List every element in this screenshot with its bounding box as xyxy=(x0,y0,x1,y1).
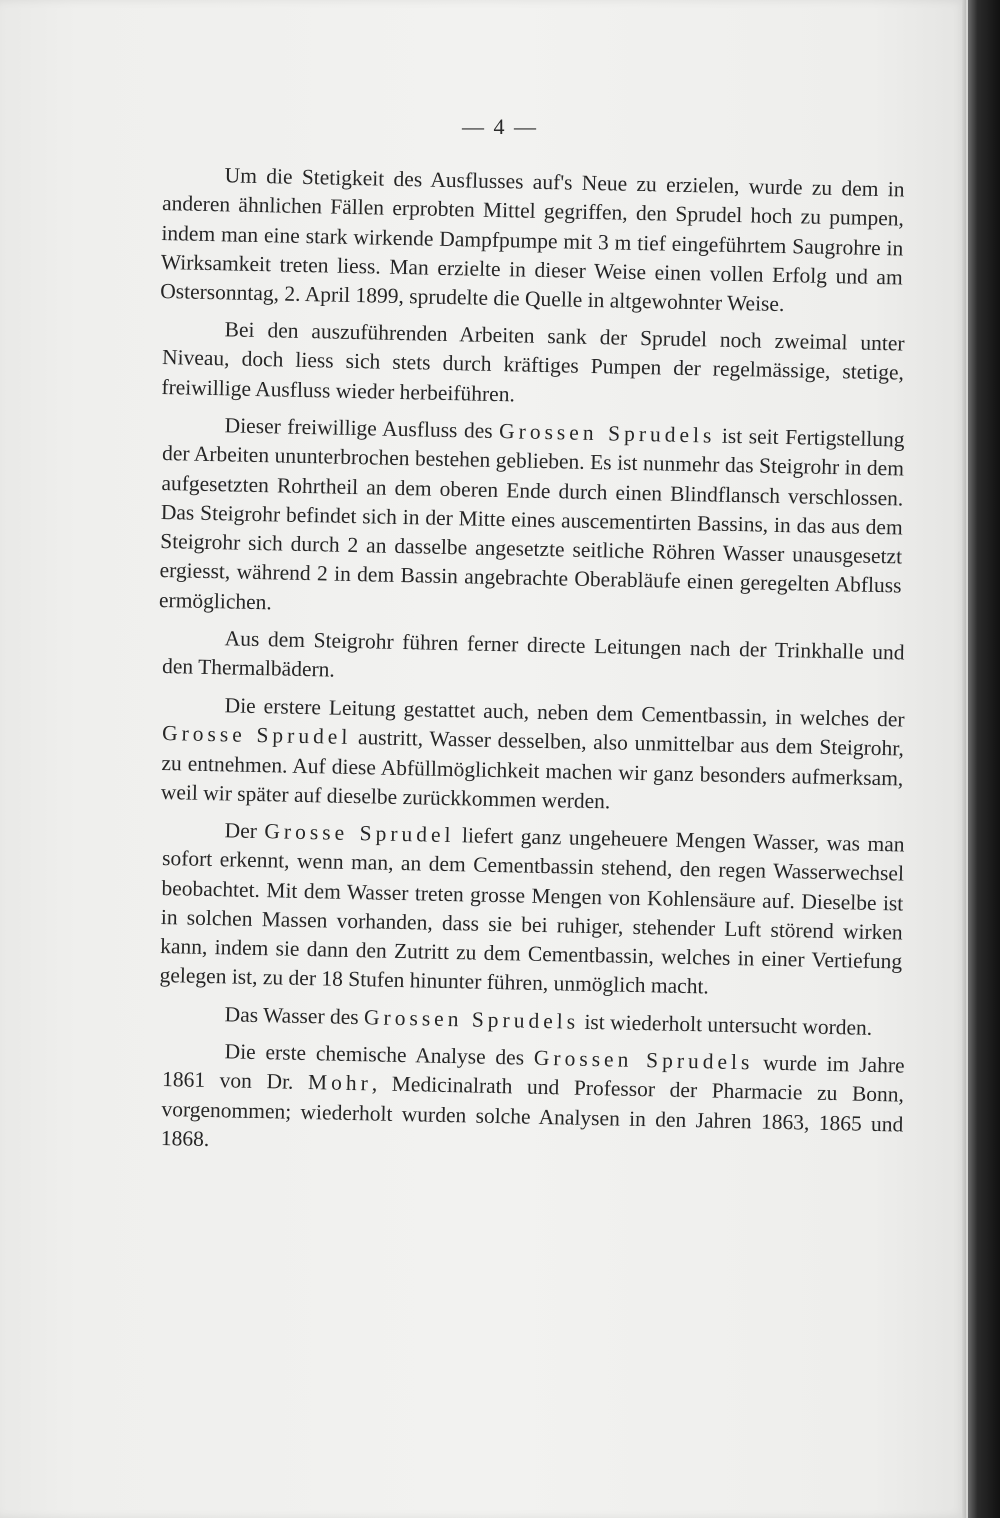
paragraph-4: Aus dem Steigrohr führen ferner directe Leitungen nach der Trinkhalle und den Thermalbädern. xyxy=(161,626,905,683)
paragraph-2: Bei den auszuführenden Arbeiten sank der Sprudel noch zweimal unter Niveau, doch liess sich stets durch kräftiges Pumpen der regelmässige, stetige, freiwillige Ausfluss wieder herbeiführen. xyxy=(161,317,905,407)
paragraph-8-post: , Medicinalrath und Professor der Pharmacie zu Bonn, vorgenommen; wiederholt wurden solche Analysen in den Jahren 1863, 1865 und 1868. xyxy=(160,1071,905,1152)
body-text xyxy=(158,160,905,1162)
paragraph-7-post: ist wiederholt untersucht worden. xyxy=(578,1009,873,1040)
paragraph-5 xyxy=(161,690,905,823)
paragraph-1: Um die Stetigkeit des Ausflusses auf's Neue zu erzielen, wurde zu dem in anderen ähnlichen Fällen erprobten Mittel gegriffen, den Sprudel hoch zu pumpen, indem man eine stark wirkende Dampfpumpe mit 3 m tief eingeführtem Saugrohre in Wirksamkeit treten liess. Man erzielte in dieser Weise einen vollen Erfolg und am Ostersonntag, 2. April 1899, sprudelte die Quelle in altgewohnter Weise. xyxy=(160,163,905,317)
paragraph-7-emphasis: Grossen Sprudels xyxy=(363,1005,580,1034)
paragraph-8-emphasis-name: Mohr xyxy=(307,1070,373,1096)
paragraph-3 xyxy=(159,410,905,631)
paragraph-3-pre: Dieser freiwillige Ausfluss des xyxy=(224,413,500,444)
paragraph-5-pre: Die erstere Leitung gestattet auch, neben dem Cementbassin, in welches der xyxy=(224,693,905,732)
paragraph-7 xyxy=(162,999,904,1044)
paragraph-5-emphasis: Grosse Sprudel xyxy=(161,721,352,750)
paragraph-8-mid: wurde im Jahre 1861 von Dr. xyxy=(161,1050,905,1095)
paragraph-6-pre: Der xyxy=(224,818,265,844)
paragraph-3-post: ist seit Fertigstellung der Arbeiten ununterbrochen bestehen geblieben. Es ist nunmehr das Steigrohr in dem aufgesetzten Rohrtheil an dem oberen Ende durch einen Blindflansch verschlossen. Das Steigrohr befindet sich in der Mitte eines auscementirten Bassins, in das aus dem Steigrohr sich durch 2 an dasselbe angesetzte seitliche Röhren Wasser unausgesetzt ergiesst, während 2 in dem Bassin angebrachte Oberabläufe einen geregelten Abfluss ermöglichen. xyxy=(158,423,905,615)
paragraph-6-emphasis: Grosse Sprudel xyxy=(264,819,455,848)
paragraph-8 xyxy=(161,1036,905,1169)
paragraph-6-post: liefert ganz ungeheuere Mengen Wasser, was man sofort erkennt, wenn man, an dem Cementbassin stehend, den regen Wasserwechsel beobachtet. Mit dem Wasser treten grosse Mengen von Kohlensäure auf. Dieselbe ist in solchen Massen vorhanden, dass sie bei ruhiger, stehender Luft störend wirken kann, indem sie dann den Zutritt zu dem Cementbassin, welches in einer Vertiefung gelegen ist, zu der 18 Stufen hinunter führen, unmöglich macht. xyxy=(159,823,905,1000)
scan-dark-border xyxy=(968,0,1000,1518)
page-edge-strip xyxy=(962,0,966,1518)
paragraph-8-emphasis: Grossen Sprudels xyxy=(533,1046,754,1075)
paragraph-8-pre: Die erste chemische Analyse des xyxy=(224,1039,535,1071)
page-number: — 4 — xyxy=(462,114,538,139)
paragraph-6 xyxy=(159,815,905,1006)
paragraph-7-pre: Das Wasser des xyxy=(224,1002,365,1030)
paragraph-3-emphasis: Grossen Sprudels xyxy=(498,419,716,448)
paragraph-5-post: austritt, Wasser desselben, also unmittelbar aus dem Steigrohr, zu entnehmen. Auf diese Abfüllmöglichkeit machen wir ganz besonders aufmerksam, weil wir später auf dieselbe zurückkommen werden. xyxy=(160,725,905,814)
